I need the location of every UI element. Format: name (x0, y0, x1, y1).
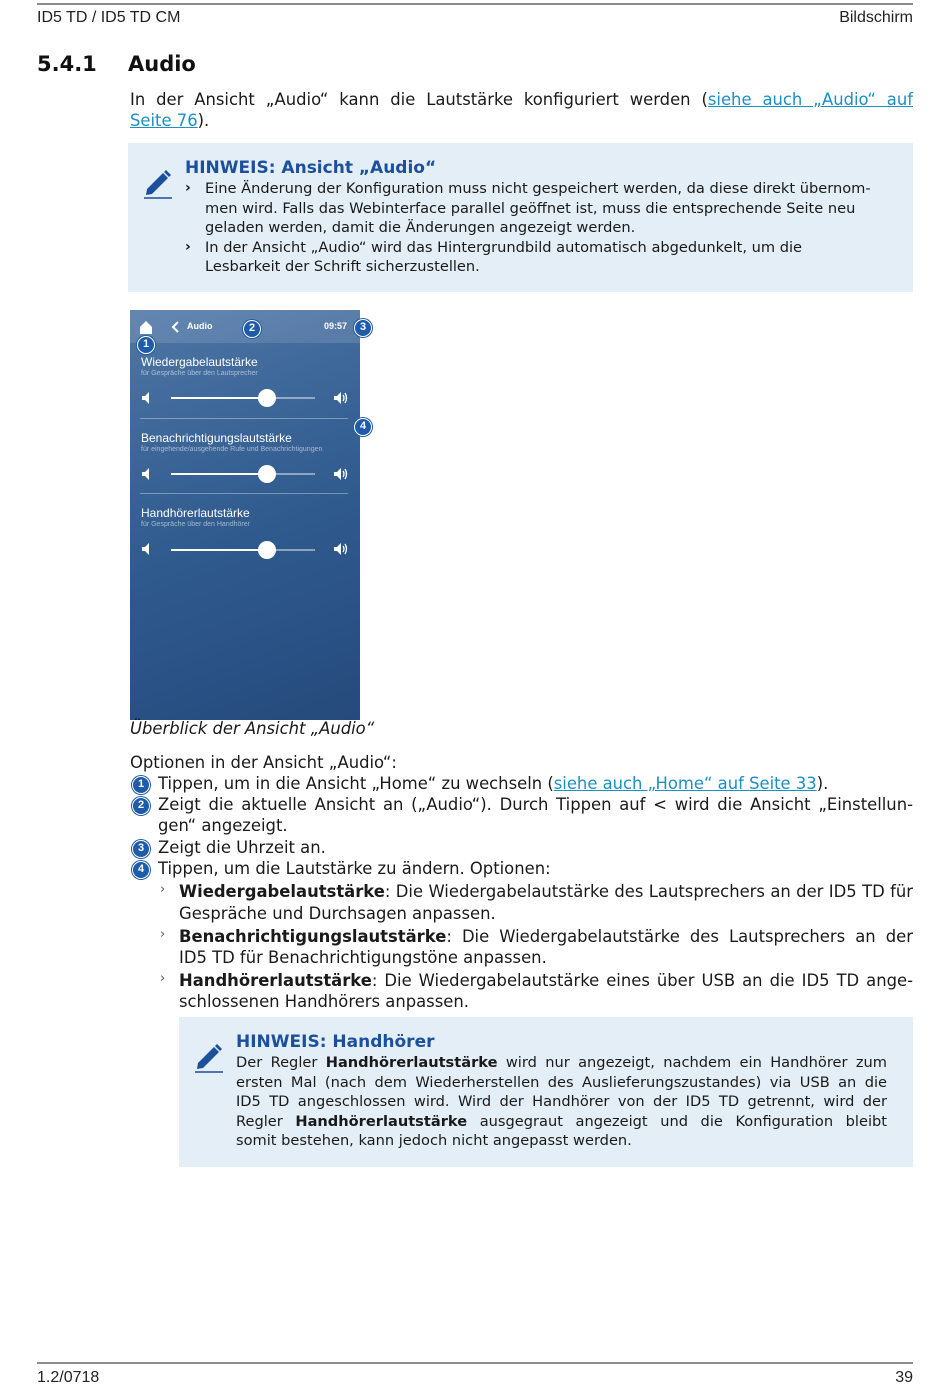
note-audio-title: HINWEIS: Ansicht „Audio“ (185, 158, 437, 178)
sub-option-3-line1: Handhörerlautstärke: Die Wiedergabelautstärke eines über USB an die ID5 TD ange- (179, 971, 913, 990)
note-audio-line: men wird. Falls das Webinterface parallel geöffnet ist, muss die entsprechende Seite neu (205, 200, 856, 217)
pencil-icon (192, 1039, 226, 1073)
chevron-right-icon: › (160, 882, 166, 897)
slider-track-filled (171, 473, 267, 475)
list-badge-3: 3 (132, 840, 150, 858)
option-item-1 (158, 773, 828, 794)
intro-link-page[interactable]: Seite 76 (130, 111, 198, 130)
list-badge-4: 4 (132, 861, 150, 879)
sub-option-1-line1: Wiedergabelautstärke: Die Wiedergabelautstärke des Lautsprechers an der ID5 TD für (179, 882, 913, 901)
sub-option-2-bold: Benachrichtigungslautstärke (179, 927, 447, 946)
option-1-text: Tippen, um in die Ansicht „Home“ zu wechseln ( (158, 774, 554, 793)
footer-rule (37, 1362, 913, 1364)
slider-track-filled (171, 397, 267, 399)
sub-option-1-bold: Wiedergabelautstärke (179, 882, 385, 901)
footer-version: 1.2/0718 (37, 1369, 100, 1386)
note-handset-line: ID5 TD angeschlossen wird. Wird der Handhörer von der ID5 TD getrennt, wird der (236, 1093, 887, 1110)
slider-label-handset: Handhörerlautstärke (141, 506, 250, 520)
volume-high-icon (333, 541, 349, 557)
option-item-4: Tippen, um die Lautstärke zu ändern. Optionen: (158, 859, 551, 878)
intro-text: In der Ansicht „Audio“ kann die Lautstärke konfiguriert werden ( (130, 90, 708, 109)
volume-low-icon (141, 467, 153, 481)
footer-page-number: 39 (895, 1369, 913, 1386)
header-rule (37, 3, 913, 5)
slider-sublabel-handset: für Gespräche über den Handhörer (141, 521, 250, 528)
section-number: 5.4.1 (37, 52, 97, 76)
note-handset-title: HINWEIS: Handhörer (236, 1032, 435, 1052)
section-title: Audio (128, 52, 196, 76)
slider-label-notification: Benachrichtigungslautstärke (141, 431, 292, 445)
list-badge-2: 2 (132, 797, 150, 815)
volume-high-icon (333, 466, 349, 482)
slider-knob-notification[interactable] (258, 465, 276, 483)
list-badge-1: 1 (132, 776, 150, 794)
callout-badge-2: 2 (243, 320, 261, 338)
callout-badge-3: 3 (354, 319, 372, 337)
device-view-title: Audio (187, 321, 213, 331)
chevron-right-icon: › (185, 180, 191, 196)
pencil-icon (141, 165, 175, 199)
note-audio-line: Lesbarkeit der Schrift sicherzustellen. (205, 258, 480, 275)
option-item-2-line2: gen“ angezeigt. (158, 816, 288, 835)
note-audio-line: geladen werden, damit die Änderungen angezeigt werden. (205, 219, 636, 236)
sub-option-2-line1: Benachrichtigungslautstärke: Die Wiedergabelautstärke des Lautsprechers an der (179, 927, 913, 946)
sub-option-3-bold: Handhörerlautstärke (179, 971, 372, 990)
divider (140, 418, 348, 419)
device-clock: 09:57 (324, 321, 348, 331)
callout-badge-4: 4 (354, 418, 372, 436)
slider-track-filled (171, 549, 267, 551)
sub-option-2-line2: ID5 TD für Benachrichtigungstöne anpassen. (179, 948, 547, 967)
options-heading: Optionen in der Ansicht „Audio“: (130, 753, 397, 772)
callout-badge-1: 1 (137, 336, 155, 354)
device-screenshot (130, 310, 360, 720)
header-chapter: Bildschirm (839, 9, 913, 26)
sub-option-3-line2: schlossenen Handhörers anpassen. (179, 992, 469, 1011)
home-icon[interactable] (138, 319, 154, 335)
note-handset (179, 1017, 913, 1167)
note-handset-line: Regler Handhörerlautstärke ausgegraut angezeigt und die Konfiguration bleibt (236, 1113, 887, 1130)
intro-tail: ). (197, 111, 210, 130)
chevron-right-icon: › (160, 971, 166, 986)
divider (140, 493, 348, 494)
volume-low-icon (141, 542, 153, 556)
note-handset-line: Der Regler Handhörerlautstärke wird nur angezeigt, nachdem ein Handhörer zum (236, 1054, 887, 1071)
chevron-right-icon: › (185, 239, 191, 255)
note-audio-line: Eine Änderung der Konfiguration muss nicht gespeichert werden, da diese direkt übernom- (205, 180, 871, 197)
note-audio (128, 143, 913, 292)
slider-sublabel-playback: für Gespräche über den Lautsprecher (141, 370, 258, 377)
intro-line-1 (130, 89, 913, 110)
figure-caption: Überblick der Ansicht „Audio“ (130, 719, 375, 738)
slider-knob-playback[interactable] (258, 389, 276, 407)
intro-link-audio[interactable]: siehe auch „Audio“ auf (707, 90, 913, 109)
note-handset-line: somit bestehen, kann jedoch nicht angepasst werden. (236, 1132, 632, 1149)
intro-line-2 (130, 110, 913, 131)
option-item-3: Zeigt die Uhrzeit an. (158, 838, 326, 857)
option-1-link[interactable]: siehe auch „Home“ auf Seite 33 (553, 774, 817, 793)
chevron-left-icon[interactable] (171, 321, 181, 333)
note-audio-line: In der Ansicht „Audio“ wird das Hintergrundbild automatisch abgedunkelt, um die (205, 239, 803, 256)
volume-high-icon (333, 390, 349, 406)
header-product: ID5 TD / ID5 TD CM (37, 9, 181, 26)
chevron-right-icon: › (160, 927, 166, 942)
slider-sublabel-notification: für eingehende/ausgehende Rufe und Benachrichtigungen (141, 446, 323, 453)
slider-knob-handset[interactable] (258, 541, 276, 559)
slider-label-playback: Wiedergabelautstärke (141, 355, 258, 369)
note-handset-line: ersten Mal (nach dem Wiederherstellen des Auslieferungszustandes) via USB an die (236, 1074, 887, 1091)
sub-option-1-line2: Gespräche und Durchsagen anpassen. (179, 904, 496, 923)
option-item-2-line1: Zeigt die aktuelle Ansicht an („Audio“). Durch Tippen auf < wird die Ansicht „Einstellun- (158, 795, 913, 814)
option-1-tail: ). (816, 774, 829, 793)
volume-low-icon (141, 391, 153, 405)
